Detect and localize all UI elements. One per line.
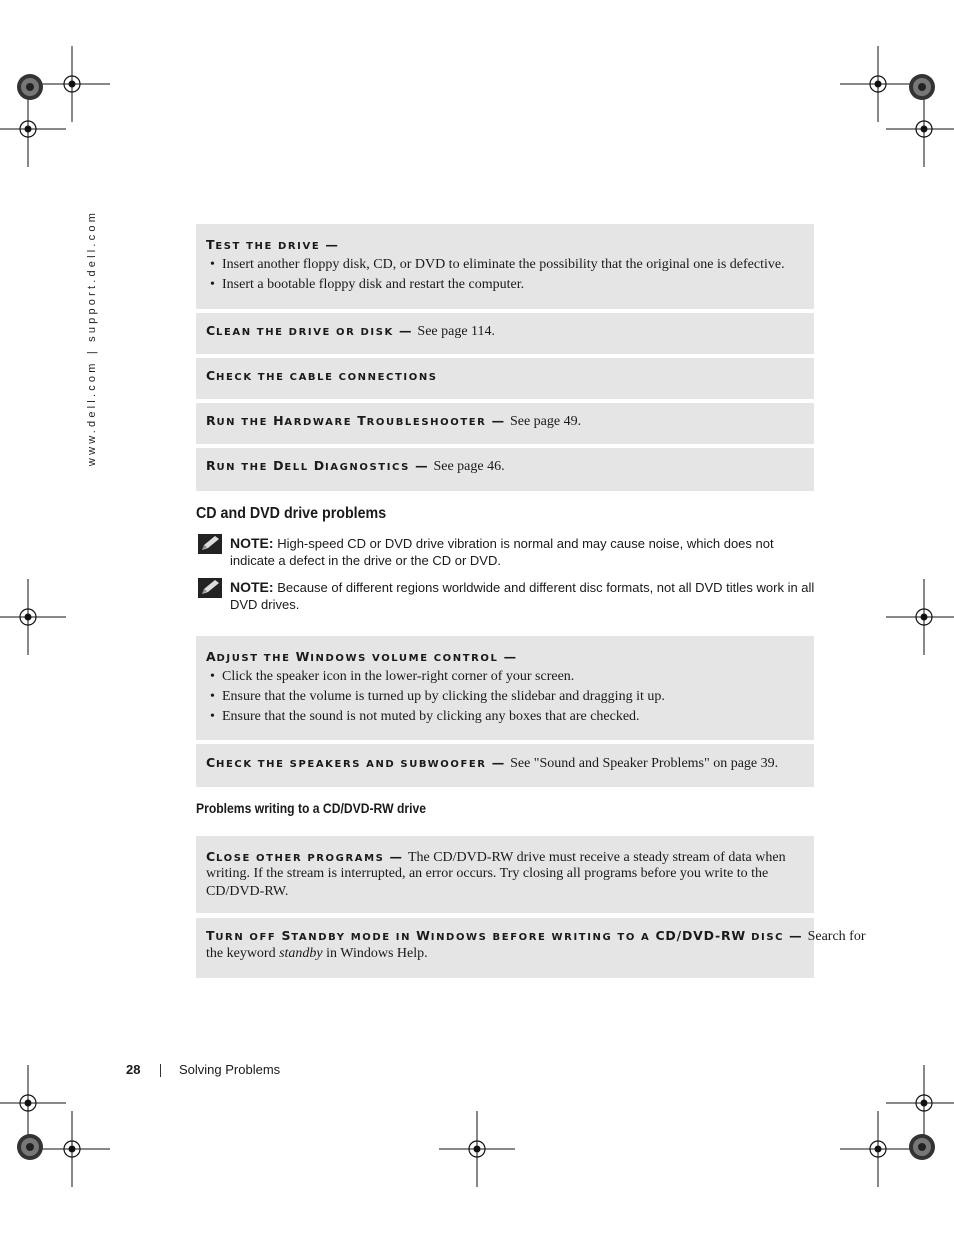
- registration-mark-icon: [0, 91, 66, 167]
- bullet-item: • Ensure that the sound is not muted by clicking any boxes that are checked.: [210, 709, 640, 724]
- tip-text: See "Sound and Speaker Problems" on page 39.: [510, 756, 779, 771]
- tip-heading: CLEAN THE DRIVE OR DISK —: [206, 323, 413, 338]
- tip-text: the keyword standby in Windows Help.: [206, 946, 428, 961]
- registration-mark-icon: [840, 46, 916, 122]
- footer-section-title: Solving Problems: [179, 1062, 281, 1077]
- page-number: 28: [126, 1062, 141, 1077]
- registration-mark-icon: [886, 1065, 954, 1141]
- tip-text: See page 49.: [509, 414, 582, 429]
- starburst-mark-icon: [909, 74, 935, 100]
- tip-heading: RUN THE HARDWARE TROUBLESHOOTER —: [206, 413, 505, 428]
- tip-box-test-drive: [196, 224, 814, 309]
- bullet-item: • Ensure that the volume is turned up by clicking the slidebar and dragging it up.: [210, 689, 665, 704]
- tip-text: writing. If the stream is interrupted, an error occurs. Try closing all programs before you write to the CD/DVD-RW.: [206, 866, 769, 899]
- registration-mark-icon: [886, 579, 954, 655]
- tip-text: See page 114.: [417, 324, 496, 339]
- tip-heading: CHECK THE CABLE CONNECTIONS: [206, 368, 438, 383]
- registration-mark-icon: [0, 579, 66, 655]
- registration-mark-icon: [439, 1111, 515, 1187]
- registration-mark-icon: [34, 46, 110, 122]
- note: NOTE: High-speed CD or DVD drive vibration is normal and may cause noise, which does not indicate a defect in the drive or the CD or DVD.: [230, 535, 774, 568]
- bullet-item: • Insert a bootable floppy disk and restart the computer.: [210, 277, 525, 292]
- tip-text: See page 46.: [433, 459, 505, 474]
- registration-mark-icon: [0, 1065, 66, 1141]
- note-pencil-icon: [198, 534, 222, 554]
- tip-heading: ADJUST THE WINDOWS VOLUME CONTROL —: [206, 649, 517, 664]
- bullet-item: • Insert another floppy disk, CD, or DVD to eliminate the possibility that the original one is defective.: [210, 257, 785, 272]
- tip-box-check-cable: [196, 358, 814, 399]
- starburst-mark-icon: [17, 74, 43, 100]
- tip-box-hardware-troubleshooter: [196, 403, 814, 444]
- section-heading: CD and DVD drive problems: [196, 505, 387, 522]
- bullet-item: • Click the speaker icon in the lower-right corner of your screen.: [210, 669, 575, 684]
- tip-heading: CLOSE OTHER PROGRAMS —: [206, 849, 403, 864]
- tip-box-standby: [196, 918, 866, 978]
- tip-box-windows-volume: [196, 636, 814, 740]
- starburst-mark-icon: [17, 1134, 43, 1160]
- starburst-mark-icon: [909, 1134, 935, 1160]
- registration-mark-icon: [34, 1111, 110, 1187]
- note-pencil-icon: [198, 578, 222, 598]
- tip-text: The CD/DVD-RW drive must receive a steady stream of data when: [407, 850, 786, 865]
- footer-divider: [160, 1064, 161, 1077]
- tip-box-speakers: [196, 744, 814, 787]
- tip-heading: CHECK THE SPEAKERS AND SUBWOOFER —: [206, 755, 505, 770]
- registration-mark-icon: [840, 1111, 916, 1187]
- tip-heading: TEST THE DRIVE —: [206, 237, 339, 252]
- tip-box-dell-diagnostics: [196, 448, 814, 491]
- tip-box-close-programs: [196, 836, 814, 913]
- subsection-heading: Problems writing to a CD/DVD-RW drive: [196, 801, 426, 816]
- tip-heading: RUN THE DELL DIAGNOSTICS —: [206, 458, 429, 473]
- note: NOTE: Because of different regions worldwide and different disc formats, not all DVD titles work in all DVD drives.: [230, 579, 815, 612]
- registration-mark-icon: [886, 91, 954, 167]
- tip-heading: TURN OFF STANDBY MODE IN WINDOWS BEFORE WRITING TO A CD/DVD-RW DISC —: [206, 928, 803, 943]
- tip-box-clean-drive: [196, 313, 814, 354]
- side-url: www.dell.com | support.dell.com: [86, 209, 98, 467]
- tip-text: Search for: [807, 929, 866, 944]
